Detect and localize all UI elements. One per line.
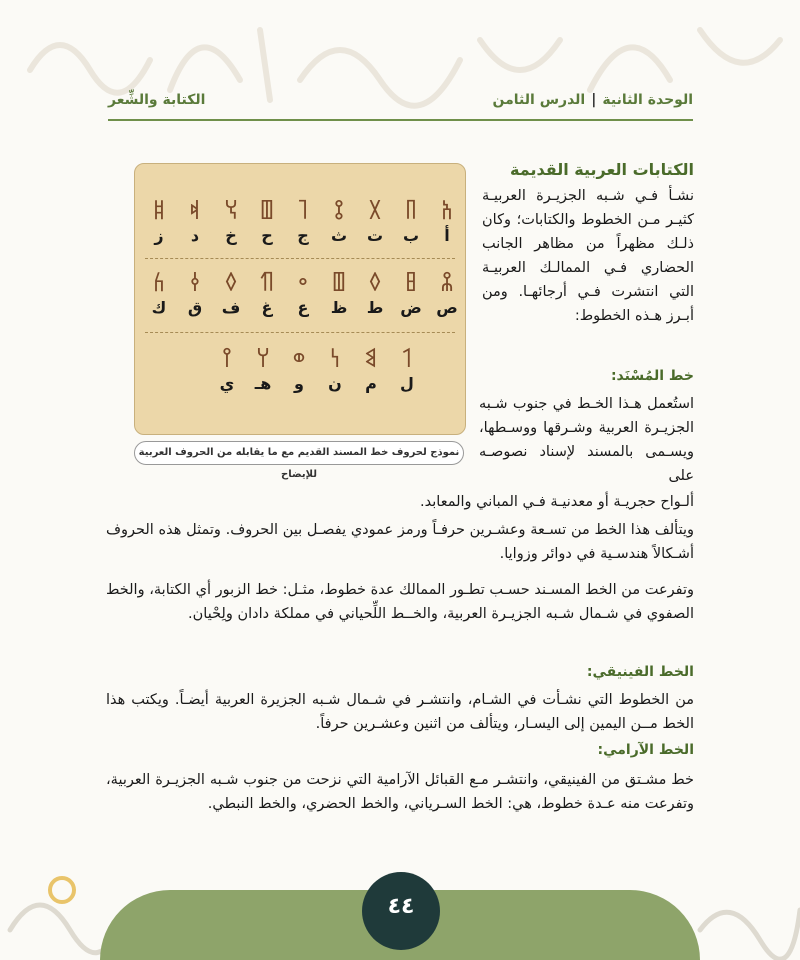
- book-title: الكتابة والشِّعر: [108, 92, 206, 108]
- arabic-letter: ل: [400, 374, 414, 393]
- arabic-letter: ك: [151, 298, 167, 317]
- glyph: 𐩷: [259, 200, 275, 225]
- glyph: 𐩬: [329, 348, 341, 373]
- arabic-letter: ز: [154, 226, 164, 245]
- unit-lesson-label: [493, 92, 693, 108]
- unit-label: الوحدة الثانية: [602, 92, 693, 108]
- letter-row-1: [135, 226, 465, 245]
- arabic-letter: غ: [261, 298, 273, 317]
- arabic-letter: ق: [187, 298, 203, 317]
- glyph-row-1: [135, 196, 465, 226]
- section-title: الكتابات العربية القديمة: [510, 160, 694, 179]
- arabic-letter: ب: [402, 226, 420, 245]
- glyph-row-2: [135, 268, 465, 298]
- glyph: 𐩻: [333, 200, 345, 225]
- arabic-letter: م: [365, 374, 377, 393]
- arabic-letter: ي: [219, 374, 235, 393]
- musnad-paragraph-3: وتفرعت من الخط المسـند حسـب تطـور الممالك عدة خطوط، مثـل: خط الزبور أي الكتابة، والخط الصفوي في شـمال شـبه الجزيـرة العربية، والخــط اللِّحياني في مملكة دادان ولِحْيان.: [106, 582, 694, 622]
- glyph: 𐩩: [367, 200, 383, 225]
- intro-paragraph: نشـأ فـي شـبه الجزيـرة العربيـة كثيـر مـن الخطوط والكتابات؛ وكان ذلـك مظهراً من مظاهر الجانب الحضاري فـي الممالـك العربيـة التي انتشرت فـي أرجائهـا. ومن أبـرز هـذه الخطوط:: [482, 188, 694, 324]
- glyph: 𐩶: [259, 272, 275, 297]
- phoenician-heading: الخط الفينيقي:: [586, 664, 694, 680]
- arabic-letter: ص: [436, 298, 458, 317]
- aramaic-heading: الخط الآرامي:: [597, 742, 694, 758]
- glyph: 𐩳: [404, 272, 418, 297]
- header-rule: [108, 119, 693, 121]
- glyph: 𐩵: [189, 200, 201, 225]
- glyph: 𐩡: [401, 348, 413, 373]
- lesson-label: الدرس الثامن: [492, 92, 586, 108]
- glyph: 𐩤: [189, 272, 201, 297]
- glyph: 𐩰: [224, 272, 238, 297]
- arabic-letter: ج: [297, 226, 309, 245]
- aramaic-paragraph: خط مشـتق من الفينيقي، وانتشـر مـع القبائل الآرامية التي نزحت من جنوب شـبه الجزيـرة العربية، وتفرعت منه عـدة خطوط، هي: الخط السـرياني، والخط الحضري، والخط النبطي.: [106, 772, 694, 812]
- glyph: 𐩹: [152, 200, 166, 225]
- header-separator: |: [591, 92, 597, 108]
- page-number: ٤٤: [362, 872, 440, 950]
- phoenician-paragraph: من الخطوط التي نشـأت في الشـام، وانتشـر في شـمال شـبه الجزيرة العربية أيضـاً. ويكتب هذا الخط مــن اليمين إلى اليسـار، ويتألف من اثنين وعشـرين حرفاً.: [106, 692, 694, 732]
- arabic-letter: ث: [330, 226, 348, 245]
- glyph: 𐩰: [368, 272, 382, 297]
- glyph: 𐩠: [255, 348, 271, 373]
- glyph: 𐩮: [439, 272, 455, 297]
- row-divider: [145, 258, 455, 259]
- arabic-letter: ض: [400, 298, 422, 317]
- arabic-letter: ط: [366, 298, 384, 317]
- arabic-letter: ف: [221, 298, 241, 317]
- glyph: 𐩴: [297, 200, 309, 225]
- arabic-letter: أ: [444, 226, 450, 245]
- musnad-script-table: [134, 163, 466, 435]
- glyph: 𐩱: [440, 200, 454, 225]
- glyph: 𐩭: [223, 200, 239, 225]
- arabic-letter: و: [294, 374, 304, 393]
- arabic-letter: ع: [297, 298, 309, 317]
- arabic-letter: ن: [328, 374, 342, 393]
- musnad-column-text: استُعمل هـذا الخـط في جنوب شـبه الجزيـرة العربية وشـرقها ووسـطها، ويسـمى بالمسند لإسناد نصوصـه على: [479, 396, 694, 484]
- letter-row-3: [135, 374, 465, 393]
- glyph: 𐩨: [404, 200, 418, 225]
- arabic-letter: ت: [366, 226, 384, 245]
- row-divider: [145, 332, 455, 333]
- arabic-letter: ظ: [330, 298, 348, 317]
- musnad-paragraph-2: ويتألف هذا الخط من تسـعة وعشـرين حرفـاً ورمز عمودي يفصـل بين الحروف. وتمثل هذه الحروف أشـكالاً هندسـية في دوائر وزوايا.: [106, 522, 694, 562]
- arabic-letter: ح: [261, 226, 273, 245]
- page-header: [108, 92, 693, 120]
- glyph: 𐩺: [221, 348, 233, 373]
- arabic-letter: خ: [225, 226, 237, 245]
- figure-caption: نموذج لحروف خط المسند القديم مع ما يقابله من الحروف العربية للإيضاح: [134, 441, 464, 465]
- glyph: 𐩲: [297, 272, 309, 297]
- glyph: 𐩣: [364, 348, 378, 373]
- glyph-row-3: [135, 344, 465, 374]
- arabic-letter: هـ: [254, 374, 272, 393]
- glyph: 𐩥: [292, 348, 306, 373]
- arabic-letter: د: [190, 226, 200, 245]
- letter-row-2: [135, 298, 465, 317]
- musnad-heading: خط المُسْنَد:: [610, 368, 694, 384]
- musnad-text-continued: ألـواح حجريـة أو معدنيـة فـي المباني والمعابد.: [420, 494, 694, 510]
- glyph: 𐩫: [152, 272, 166, 297]
- glyph: 𐩷: [331, 272, 347, 297]
